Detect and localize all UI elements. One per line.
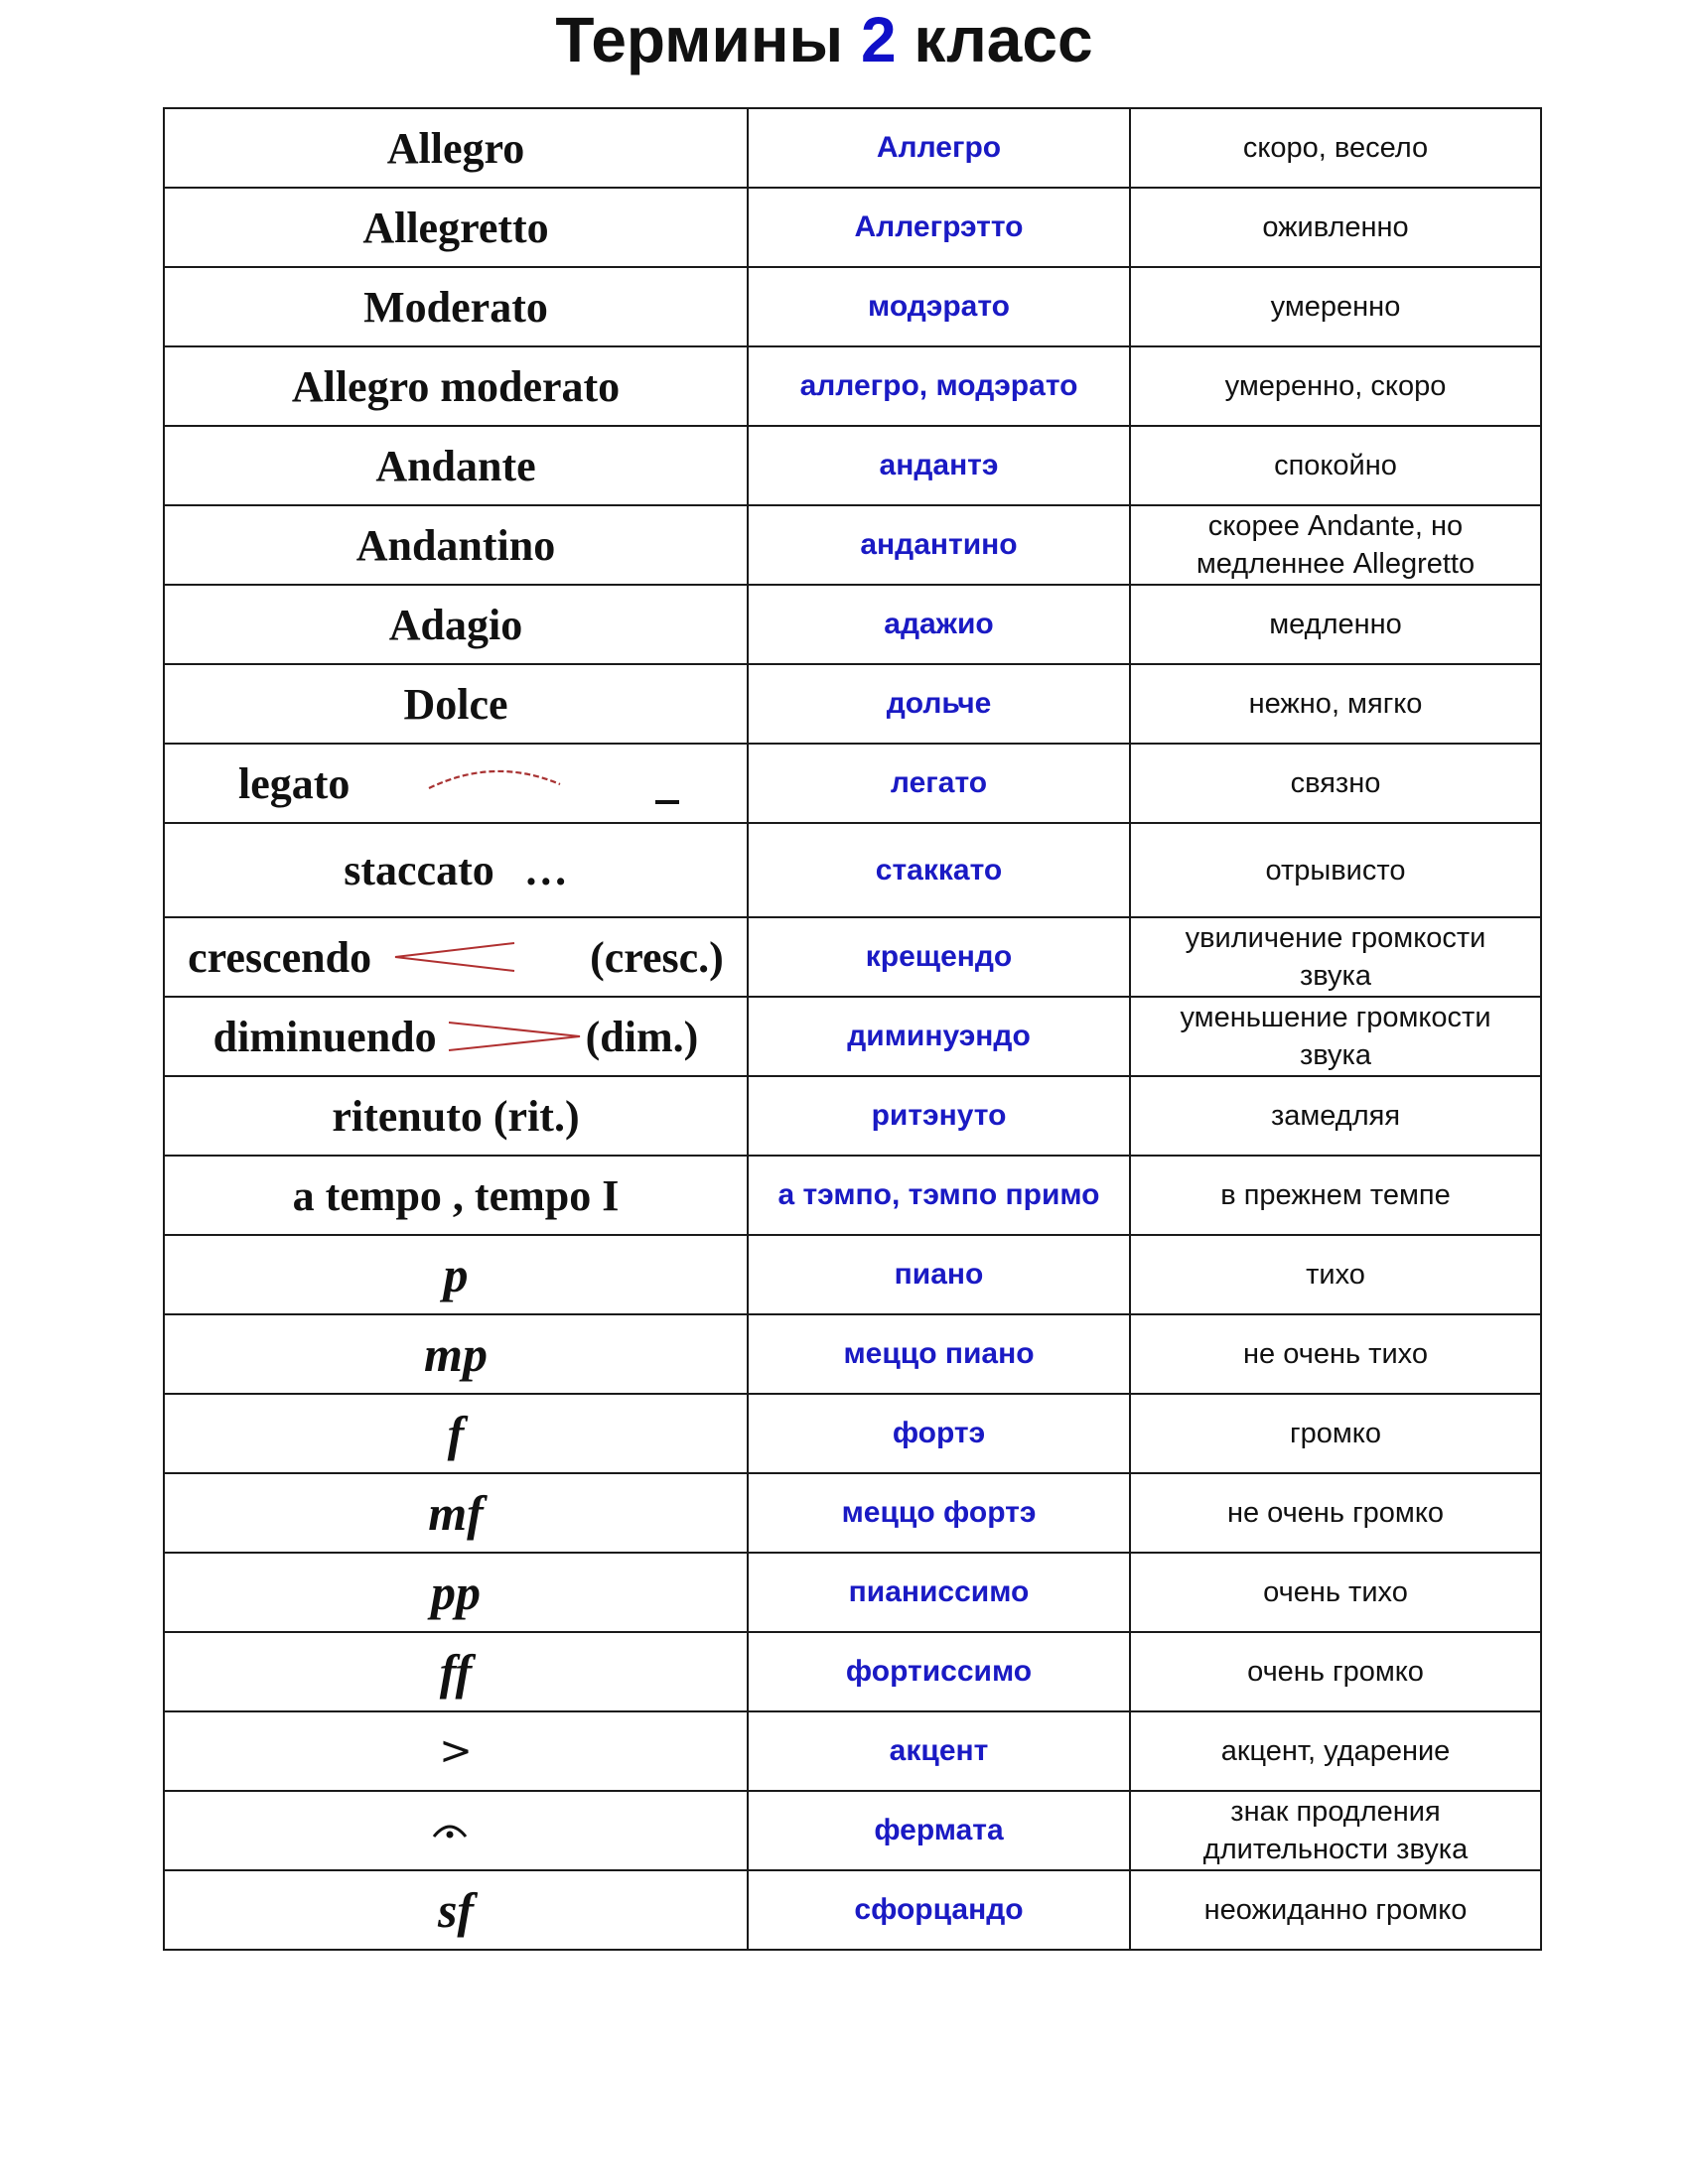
table-row (164, 1235, 1541, 1314)
table-row (164, 1314, 1541, 1394)
pronunciation: крещендо (865, 940, 1013, 973)
terms-table (163, 107, 1542, 1951)
title-number: 2 (860, 4, 897, 75)
slur-icon (425, 762, 564, 792)
pronunciation: пианиссимо (848, 1575, 1030, 1608)
meaning: нежно, мягко (1248, 688, 1423, 720)
crescendo-hairpin-icon (391, 937, 560, 977)
meaning-line-1: скорее Andante, но (1207, 510, 1464, 542)
fermata-icon (430, 1815, 470, 1843)
term-label: Allegretto (362, 203, 549, 252)
accent-icon: > (439, 1728, 473, 1774)
table-row (164, 585, 1541, 664)
meaning: не очень громко (1226, 1497, 1445, 1529)
pronunciation: сфорцандо (854, 1893, 1024, 1926)
pronunciation: пиано (894, 1258, 984, 1291)
term-label: staccato (344, 846, 494, 894)
meaning: скоро, весело (1242, 132, 1429, 164)
table-row (164, 1473, 1541, 1553)
term-label: legato (238, 759, 351, 808)
table-row (164, 267, 1541, 346)
dynamic-mark: pp (431, 1565, 481, 1620)
term-label: Allegro moderato (291, 361, 621, 411)
table-row (164, 744, 1541, 823)
pronunciation: Аллегрэтто (854, 210, 1024, 243)
dynamic-mark: mp (424, 1326, 488, 1382)
table-row (164, 1870, 1541, 1950)
table-row (164, 1076, 1541, 1156)
table-row (164, 1156, 1541, 1235)
pronunciation: адажио (884, 608, 994, 640)
meaning: замедляя (1270, 1100, 1401, 1132)
meaning: очень тихо (1263, 1576, 1408, 1608)
meaning: в прежнем темпе (1220, 1179, 1451, 1211)
page-title (0, 0, 1648, 83)
staccato-dots-icon: … (523, 846, 568, 894)
meaning: очень громко (1247, 1656, 1424, 1688)
table-row (164, 823, 1541, 917)
pronunciation: аллегро, модэрато (799, 369, 1078, 402)
term-label: crescendo (188, 932, 372, 982)
term-label: Andante (375, 441, 536, 490)
term-label: ritenuto (rit.) (332, 1091, 580, 1141)
pronunciation: андантэ (879, 449, 999, 481)
pronunciation: фермата (874, 1814, 1004, 1846)
diminuendo-hairpin-icon (445, 1017, 584, 1056)
table-row (164, 1711, 1541, 1791)
title-main: Термины (555, 4, 844, 75)
term-label: Moderato (363, 282, 548, 332)
pronunciation: ритэнуто (871, 1099, 1007, 1132)
pronunciation: стаккато (875, 853, 1003, 887)
meaning-line-1: знак продления (1230, 1796, 1441, 1828)
table-row (164, 1791, 1541, 1870)
term-label: a tempo , tempo I (292, 1170, 620, 1220)
term-abbr: (cresc.) (590, 932, 724, 982)
pronunciation: меццо пиано (843, 1337, 1035, 1370)
meaning-line-1: уменьшение громкости (1180, 1002, 1491, 1033)
meaning: медленно (1269, 609, 1402, 640)
pronunciation: меццо фортэ (841, 1496, 1037, 1529)
meaning: тихо (1306, 1259, 1365, 1291)
meaning-line-2: звука (1299, 1039, 1372, 1071)
meaning: громко (1290, 1418, 1381, 1449)
meaning-line-2: медленнее Allegretto (1196, 548, 1476, 580)
pronunciation: а тэмпо, тэмпо примо (777, 1178, 1100, 1211)
pronunciation: андантино (860, 528, 1018, 561)
dynamic-mark: sf (437, 1882, 475, 1938)
pronunciation: фортиссимо (845, 1655, 1033, 1688)
table-row (164, 188, 1541, 267)
pronunciation: Аллегро (876, 131, 1002, 164)
meaning-line-2: звука (1299, 960, 1372, 992)
pronunciation: легато (890, 766, 988, 799)
pronunciation: диминуэндо (847, 1020, 1031, 1052)
dynamic-mark: mf (428, 1485, 484, 1541)
table-row (164, 505, 1541, 585)
term-label: Allegro (386, 123, 525, 173)
meaning: умеренно, скоро (1224, 370, 1447, 402)
meaning: акцент, ударение (1220, 1735, 1451, 1767)
term-label: Andantino (355, 520, 556, 570)
pronunciation: фортэ (892, 1417, 986, 1449)
term-label: diminuendo (212, 1012, 437, 1061)
meaning: не очень тихо (1243, 1338, 1428, 1370)
meaning: отрывисто (1265, 854, 1406, 887)
table-row (164, 997, 1541, 1076)
meaning: связно (1290, 767, 1381, 799)
table-row (164, 346, 1541, 426)
dynamic-mark: p (443, 1247, 469, 1302)
meaning-line-1: увиличение громкости (1185, 922, 1486, 954)
table-row (164, 1553, 1541, 1632)
pronunciation: модэрато (868, 290, 1010, 323)
title-suffix: класс (914, 4, 1093, 75)
table-row (164, 917, 1541, 997)
term-abbr: (dim.) (585, 1012, 699, 1061)
meaning: неожиданно громко (1203, 1894, 1468, 1926)
term-label: Adagio (388, 600, 523, 649)
tenuto-icon (655, 800, 679, 804)
table-row (164, 664, 1541, 744)
pronunciation: акцент (889, 1734, 989, 1767)
table-row (164, 108, 1541, 188)
pronunciation: дольче (886, 687, 992, 720)
table-row (164, 1632, 1541, 1711)
meaning-line-2: длительности звука (1202, 1834, 1469, 1865)
dynamic-mark: ff (439, 1644, 473, 1700)
table-row (164, 1394, 1541, 1473)
meaning: умеренно (1270, 291, 1401, 323)
meaning: спокойно (1274, 450, 1397, 481)
meaning: оживленно (1262, 211, 1409, 243)
dynamic-mark: f (447, 1406, 465, 1461)
term-label: Dolce (403, 679, 508, 729)
table-row (164, 426, 1541, 505)
